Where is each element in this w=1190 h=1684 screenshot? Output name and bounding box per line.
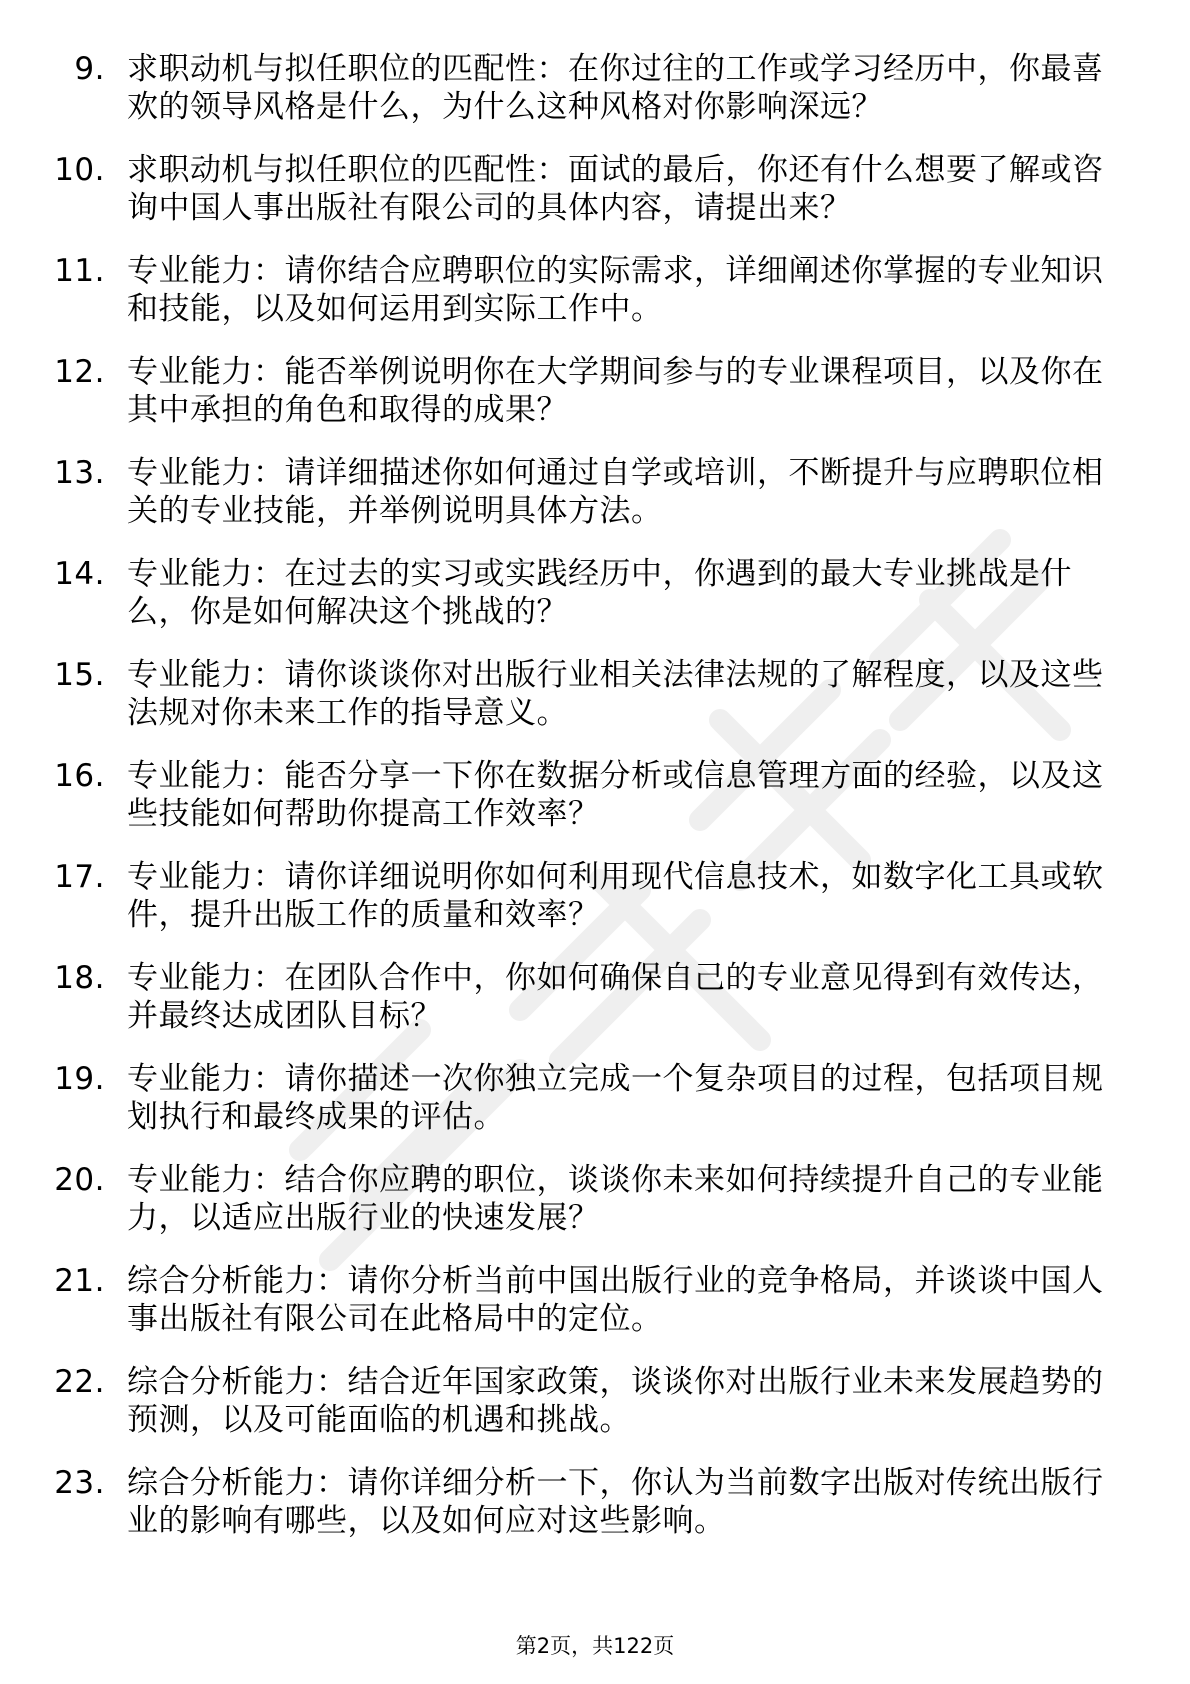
list-item [0, 858, 1190, 934]
question-text: 专业能力：在团队合作中，你如何确保自己的专业意见得到有效传达，并最终达成团队目标？ [127, 960, 1104, 1034]
list-item [0, 1060, 1190, 1136]
list-item [0, 959, 1190, 1035]
list-item [0, 353, 1190, 429]
question-text: 综合分析能力：结合近年国家政策，谈谈你对出版行业未来发展趋势的预测，以及可能面临的机遇和挑战。 [127, 1364, 1104, 1438]
question-text: 专业能力：结合你应聘的职位，谈谈你未来如何持续提升自己的专业能力，以适应出版行业的快速发展？ [127, 1162, 1104, 1236]
list-item [0, 1262, 1190, 1338]
question-text: 专业能力：能否分享一下你在数据分析或信息管理方面的经验，以及这些技能如何帮助你提高工作效率？ [127, 758, 1104, 832]
question-text: 专业能力：在过去的实习或实践经历中，你遇到的最大专业挑战是什么，你是如何解决这个挑战的？ [127, 556, 1072, 630]
question-text: 专业能力：请你谈谈你对出版行业相关法律法规的了解程度，以及这些法规对你未来工作的指导意义。 [127, 657, 1104, 731]
question-number: 18. [54, 960, 105, 996]
question-number: 21. [54, 1263, 105, 1299]
question-text: 求职动机与拟任职位的匹配性：面试的最后，你还有什么想要了解或咨询中国人事出版社有限公司的具体内容，请提出来？ [127, 152, 1104, 226]
question-text: 专业能力：请你描述一次你独立完成一个复杂项目的过程，包括项目规划执行和最终成果的评估。 [127, 1061, 1104, 1135]
question-number: 11. [54, 253, 105, 289]
question-number: 22. [54, 1364, 105, 1400]
list-item [0, 252, 1190, 328]
question-number: 12. [54, 354, 105, 390]
question-number: 16. [54, 758, 105, 794]
list-item [0, 454, 1190, 530]
list-item [0, 757, 1190, 833]
question-number: 19. [54, 1061, 105, 1097]
question-number: 20. [54, 1162, 105, 1198]
question-number: 23. [54, 1465, 105, 1501]
list-item [0, 1363, 1190, 1439]
list-item [0, 50, 1190, 126]
question-text: 求职动机与拟任职位的匹配性：在你过往的工作或学习经历中，你最喜欢的领导风格是什么，为什么这种风格对你影响深远？ [127, 51, 1104, 125]
question-text: 综合分析能力：请你详细分析一下，你认为当前数字出版对传统出版行业的影响有哪些，以及如何应对这些影响。 [127, 1465, 1104, 1539]
question-text: 专业能力：请你详细说明你如何利用现代信息技术，如数字化工具或软件，提升出版工作的质量和效率？ [127, 859, 1104, 933]
question-number: 15. [54, 657, 105, 693]
question-text: 综合分析能力：请你分析当前中国出版行业的竞争格局，并谈谈中国人事出版社有限公司在此格局中的定位。 [127, 1263, 1104, 1337]
question-number: 9. [74, 51, 105, 87]
question-number: 17. [54, 859, 105, 895]
list-item [0, 151, 1190, 227]
question-list [0, 50, 1190, 1565]
question-text: 专业能力：请详细描述你如何通过自学或培训，不断提升与应聘职位相关的专业技能，并举例说明具体方法。 [127, 455, 1104, 529]
question-text: 专业能力：请你结合应聘职位的实际需求，详细阐述你掌握的专业知识和技能，以及如何运用到实际工作中。 [127, 253, 1104, 327]
question-text: 专业能力：能否举例说明你在大学期间参与的专业课程项目，以及你在其中承担的角色和取得的成果？ [127, 354, 1104, 428]
question-number: 14. [54, 556, 105, 592]
question-number: 13. [54, 455, 105, 491]
list-item [0, 656, 1190, 732]
list-item [0, 1464, 1190, 1540]
page-footer: 第2页，共122页 [515, 1634, 675, 1658]
question-number: 10. [54, 152, 105, 188]
list-item [0, 1161, 1190, 1237]
list-item [0, 555, 1190, 631]
